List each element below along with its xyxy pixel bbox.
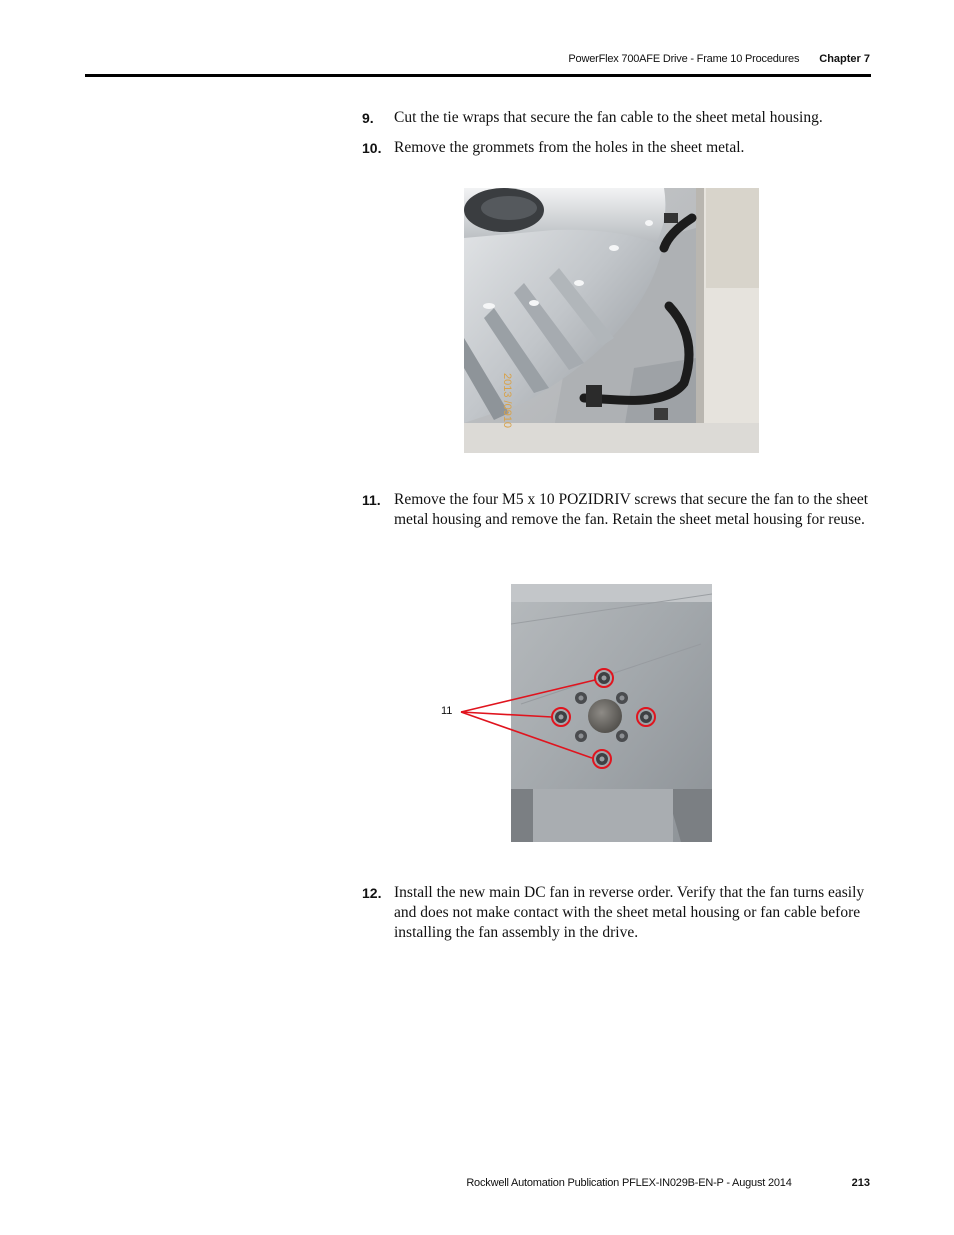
header-section-title: PowerFlex 700AFE Drive - Frame 10 Procedures	[568, 53, 800, 65]
step-text: Remove the grommets from the holes in the sheet metal.	[394, 139, 745, 156]
page-number: 213	[851, 1177, 870, 1189]
step-text: Remove the four M5 x 10 POZIDRIV screws that secure the fan to the sheet metal housing and remove the fan. Retain the sheet metal housing for reuse.	[394, 491, 869, 528]
step-number: 9.	[362, 110, 374, 126]
step-number: 11.	[362, 492, 381, 508]
header-chapter: Chapter 7	[819, 53, 870, 65]
step-text: Cut the tie wraps that secure the fan cable to the sheet metal housing.	[394, 109, 823, 126]
fan-cable-photo	[464, 188, 759, 453]
step-11	[362, 490, 874, 530]
running-header	[568, 53, 870, 65]
step-number: 12.	[362, 885, 382, 901]
header-rule	[85, 74, 871, 77]
step-9	[362, 108, 874, 128]
running-footer	[466, 1177, 870, 1189]
callout-label-11: 11	[441, 705, 453, 717]
step-10	[362, 138, 874, 158]
step-12	[362, 883, 874, 943]
step-number: 10.	[362, 140, 382, 156]
callout-leader-lines	[440, 660, 670, 780]
svg-text:2013 /0910: 2013 /0910	[501, 373, 513, 429]
publication-info: Rockwell Automation Publication PFLEX-IN029B-EN-P - August 2014	[466, 1177, 792, 1189]
step-text: Install the new main DC fan in reverse order. Verify that the fan turns easily and does not make contact with the sheet metal housing or fan cable before installing the fan assembly in the drive.	[394, 884, 865, 941]
